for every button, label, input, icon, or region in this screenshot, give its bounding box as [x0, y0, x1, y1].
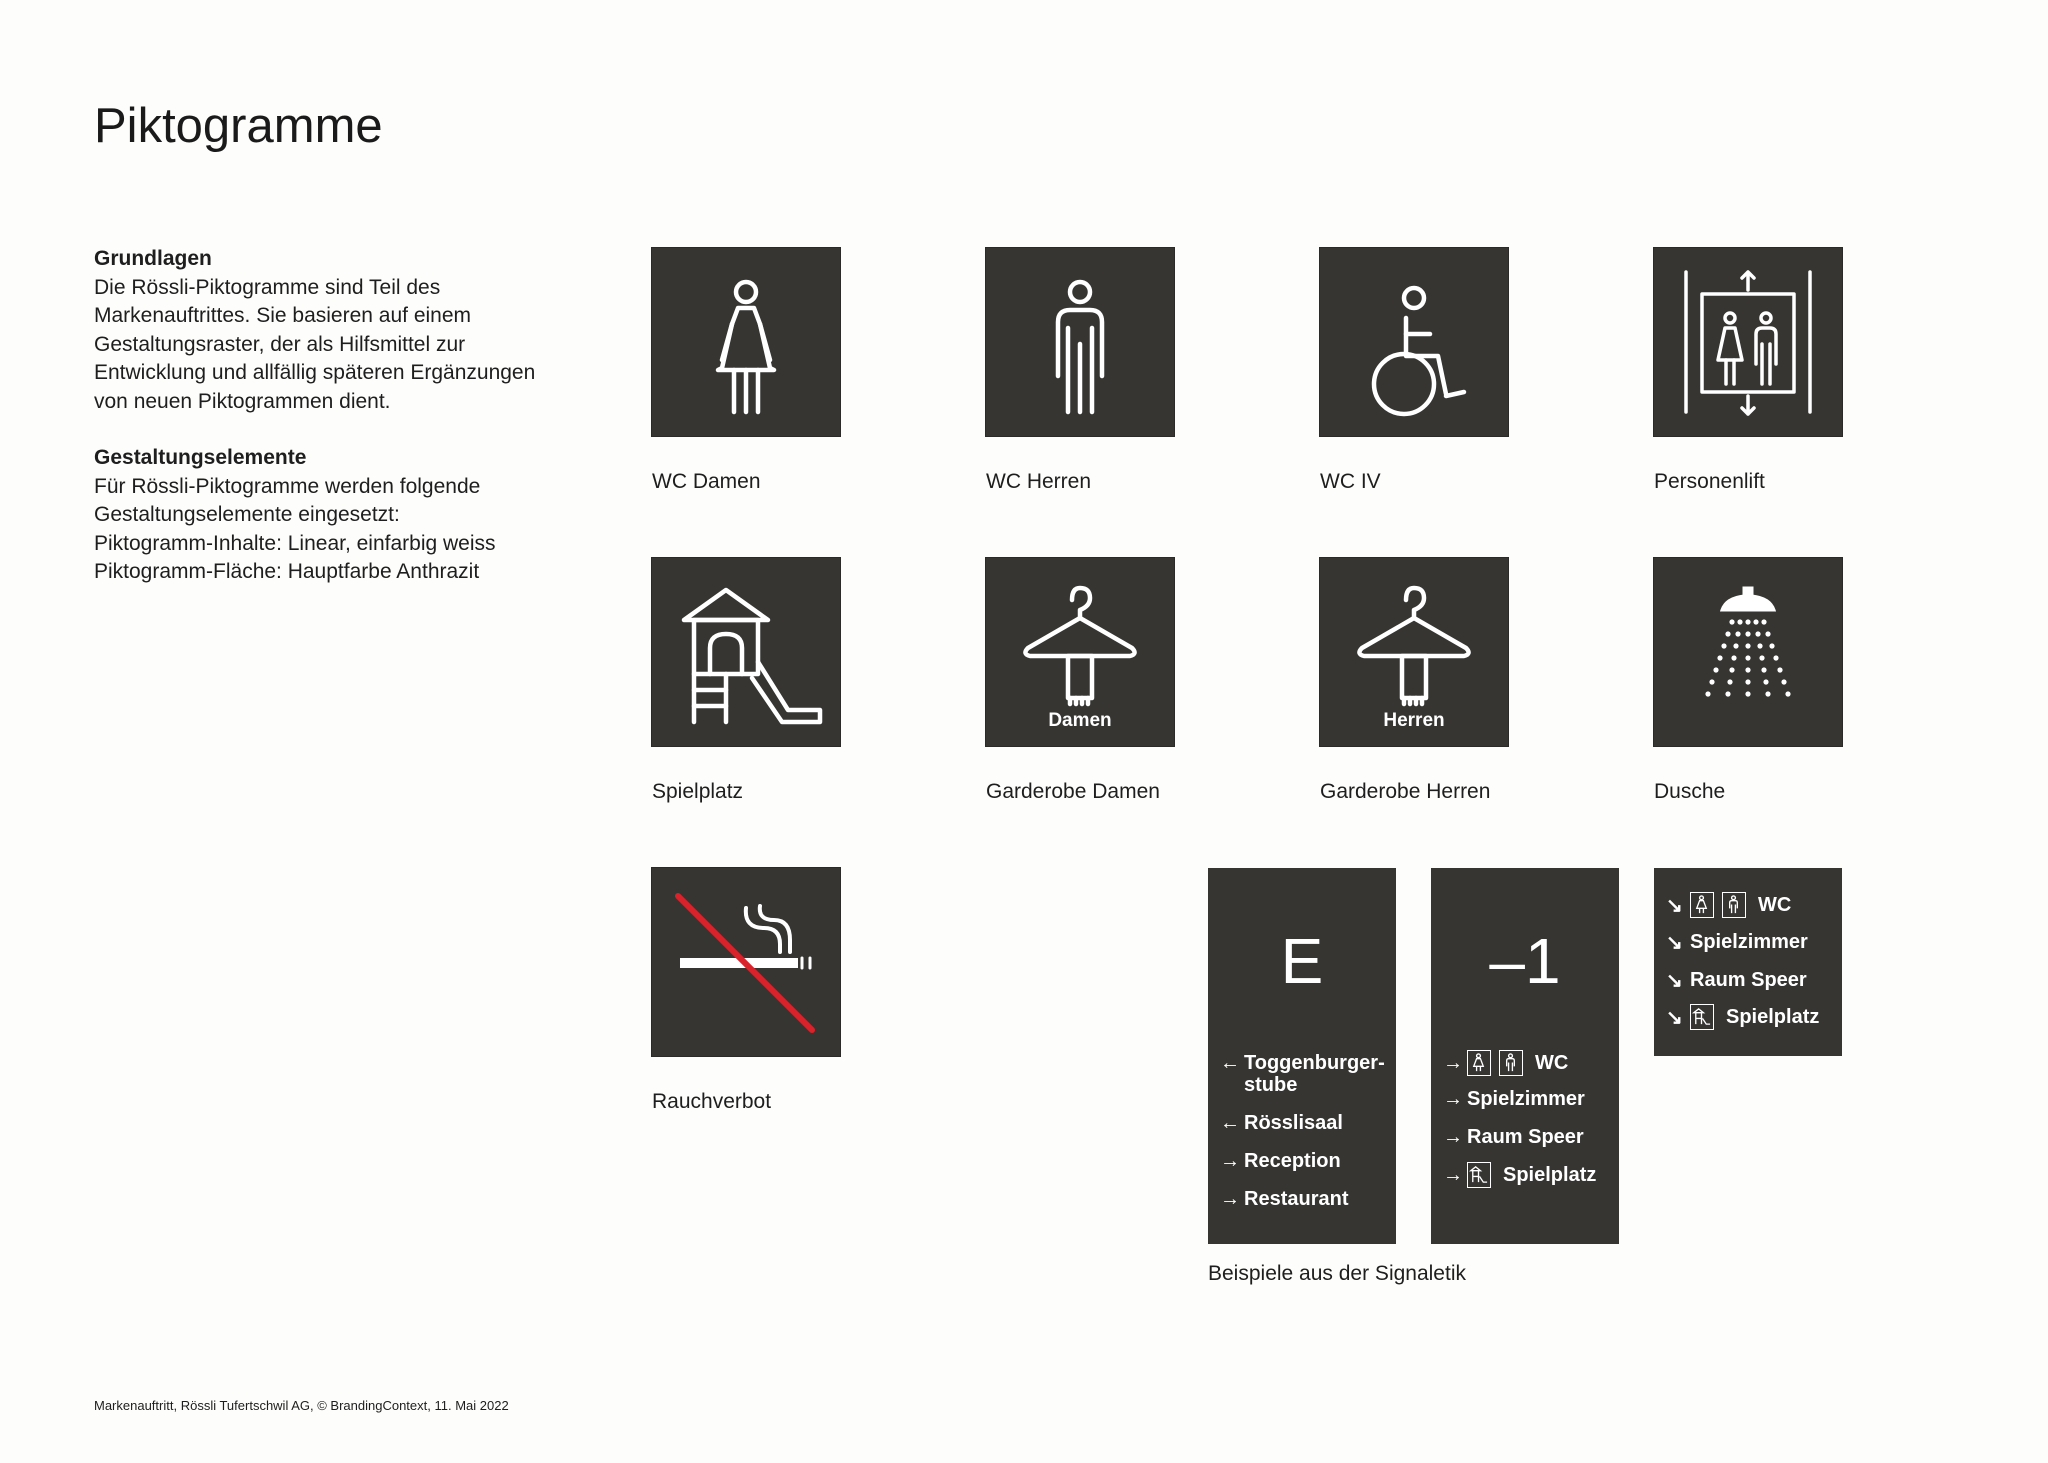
sign-item-text: Spielzimmer: [1690, 931, 1808, 953]
wheelchair-icon: [1320, 248, 1508, 436]
pictogram-label: WC Herren: [986, 470, 1092, 493]
section-heading-gestaltungselemente: Gestaltungselemente: [94, 446, 307, 469]
pictogram-label: Rauchverbot: [652, 1090, 772, 1113]
sign-item-text: Raum Speer: [1690, 969, 1807, 991]
pictogram-label: Garderobe Herren: [1320, 780, 1491, 803]
hanger-label: Damen: [1048, 710, 1112, 731]
arrow-right-icon: →: [1220, 1150, 1240, 1172]
arrow-right-icon: →: [1443, 1163, 1463, 1186]
hanger-label: Herren: [1383, 710, 1445, 731]
sign-item: [1220, 1112, 1343, 1135]
arrow-down-right-icon: ↘: [1666, 970, 1683, 992]
arrow-down-right-icon: ↘: [1666, 894, 1683, 917]
pictogram-label: Garderobe Damen: [986, 780, 1160, 803]
pictogram-label: WC Damen: [652, 470, 761, 493]
wc-damen-pictogram: [652, 248, 840, 436]
sign-level-e: [1208, 868, 1396, 1244]
garderobe-herren-pictogram: [1320, 558, 1508, 746]
woman-icon: [652, 248, 840, 436]
sign-item-text-continued: stube: [1244, 1074, 1298, 1096]
sign-item: [1443, 1126, 1584, 1149]
sign-item: [1666, 892, 1791, 918]
page-title: Piktogramme: [94, 99, 383, 153]
level-indicator: E: [1280, 925, 1324, 997]
arrow-right-icon: →: [1443, 1088, 1463, 1110]
signage-caption: Beispiele aus der Signaletik: [1208, 1262, 1466, 1285]
sign-item: [1443, 1088, 1585, 1111]
section-text-grundlagen: Die Rössli-Piktogramme sind Teil des Markenauftrittes. Sie basieren auf einem Gestaltungsraster, der als Hilfsmittel zur Entwicklung und allfällig späteren Ergänzungen von neuen Piktogrammen dient.: [94, 275, 536, 413]
arrow-right-icon: →: [1443, 1051, 1463, 1074]
sign-item: [1666, 930, 1808, 955]
footer: Markenauftritt, Rössli Tufertschwil AG, © BrandingContext, 11. Mai 2022: [94, 1398, 509, 1413]
section-text-flaeche: Piktogramm-Fläche: Hauptfarbe Anthrazit: [94, 560, 480, 583]
arrow-left-icon: ←: [1220, 1112, 1240, 1134]
sign-item-text: Rösslisaal: [1244, 1112, 1343, 1134]
sign-item-text: Spielplatz: [1503, 1163, 1597, 1186]
woman-icon: [1690, 892, 1714, 918]
shower-icon: [1654, 558, 1842, 746]
arrow-down-right-icon: ↘: [1666, 932, 1683, 954]
intro-text: [94, 245, 554, 587]
arrow-left-icon: ←: [1220, 1052, 1240, 1074]
sign-item: [1220, 1188, 1348, 1211]
garderobe-damen-pictogram: [986, 558, 1174, 746]
playground-icon: [1690, 1004, 1714, 1030]
dusche-pictogram: [1654, 558, 1842, 746]
pictogram-label: Personenlift: [1654, 470, 1765, 493]
pictogram-label: Dusche: [1654, 780, 1726, 803]
rauchverbot-pictogram: [652, 868, 840, 1056]
man-icon: [1499, 1050, 1523, 1076]
arrow-right-icon: →: [1220, 1188, 1240, 1210]
sign-level-minus-1: [1431, 868, 1619, 1244]
elevator-icon: [1654, 248, 1842, 436]
wc-iv-pictogram: [1320, 248, 1508, 436]
sign-item: [1443, 1162, 1596, 1188]
wc-herren-pictogram: [986, 248, 1174, 436]
sign-item-text: Raum Speer: [1467, 1126, 1584, 1148]
playground-icon: [652, 558, 840, 746]
sign-item-text: Restaurant: [1244, 1188, 1349, 1210]
sign-item: [1220, 1052, 1385, 1096]
section-text-gestaltungselemente: Für Rössli-Piktogramme werden folgende Gestaltungselemente eingesetzt:: [94, 474, 481, 526]
sign-item-text: Reception: [1244, 1150, 1341, 1172]
man-icon: [986, 248, 1174, 436]
no-smoking-icon: [652, 868, 840, 1056]
sign-item: [1220, 1150, 1341, 1173]
sign-directional: [1654, 868, 1842, 1056]
playground-icon: [1467, 1162, 1491, 1188]
spielplatz-pictogram: [652, 558, 840, 746]
arrow-down-right-icon: ↘: [1666, 1006, 1683, 1029]
section-text-inhalte: Piktogramm-Inhalte: Linear, einfarbig weiss: [94, 531, 496, 555]
level-indicator: –1: [1489, 925, 1561, 997]
sign-item-text: Toggenburger-: [1244, 1052, 1385, 1074]
sign-item-text: WC: [1758, 893, 1792, 916]
sign-item: [1666, 968, 1807, 993]
section-heading-grundlagen: Grundlagen: [94, 247, 212, 270]
personenlift-pictogram: [1654, 248, 1842, 436]
arrow-right-icon: →: [1443, 1126, 1463, 1148]
sign-item-text: Spielzimmer: [1467, 1088, 1585, 1110]
pictogram-label: WC IV: [1320, 470, 1381, 493]
sign-item-text: Spielplatz: [1726, 1005, 1820, 1028]
woman-icon: [1467, 1050, 1491, 1076]
sign-item: [1666, 1004, 1819, 1030]
pictogram-label: Spielplatz: [652, 780, 744, 803]
man-icon: [1722, 892, 1746, 918]
sign-item: [1443, 1050, 1568, 1076]
sign-item-text: WC: [1535, 1051, 1569, 1074]
